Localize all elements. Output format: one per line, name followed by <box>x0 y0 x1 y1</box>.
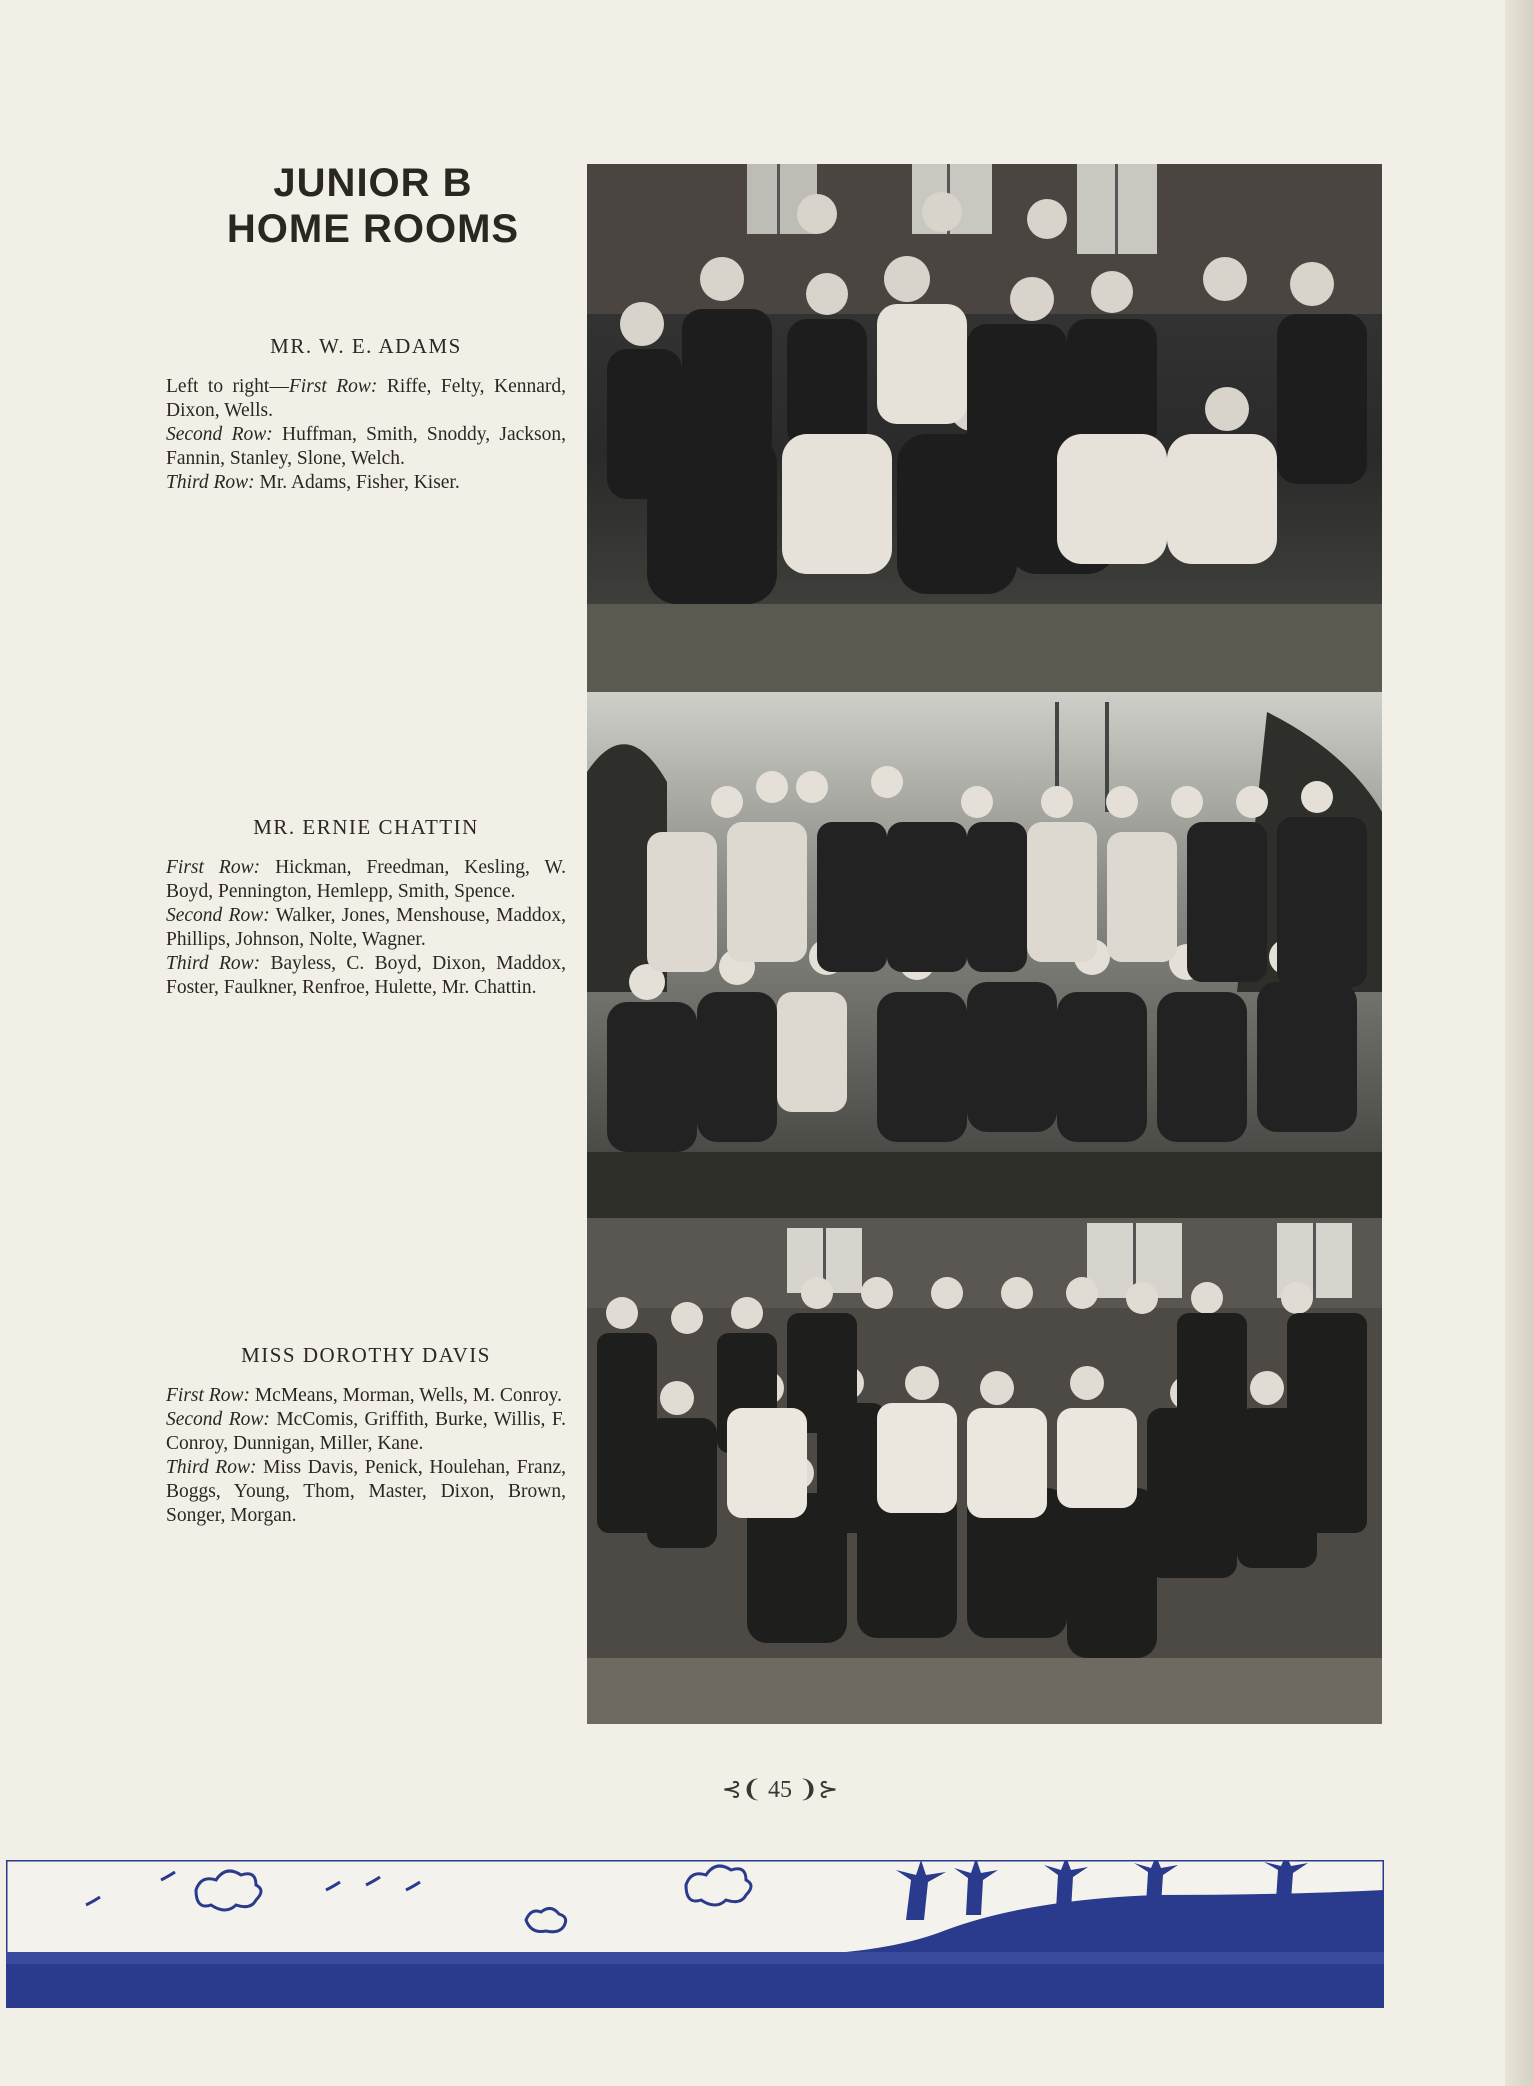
names-block <box>166 375 566 495</box>
row-label: Second Row: <box>166 1409 270 1430</box>
page-title <box>168 160 578 252</box>
page-number <box>700 1775 860 1804</box>
row-second <box>166 1408 566 1456</box>
row-names: Riffe, Felty, Kennard, Dixon, Wells. <box>166 376 566 421</box>
teacher-name: MR. W. E. ADAMS <box>270 334 462 358</box>
row-label: First Row: <box>288 376 378 397</box>
row-label: Third Row: <box>166 953 261 974</box>
page-number-text: 45 <box>768 1777 792 1803</box>
row-first <box>166 1384 566 1408</box>
row-second <box>166 423 566 471</box>
row-prefix: Left to right— <box>166 376 289 397</box>
row-names: Walker, Jones, Menshouse, Maddox, Phillips, Johnson, Nolte, Wagner. <box>166 905 566 950</box>
row-label: Second Row: <box>166 905 270 926</box>
row-second <box>166 904 566 952</box>
row-label: Third Row: <box>166 472 255 493</box>
ornament-right-icon: ❩⊱ <box>792 1777 839 1803</box>
row-label: Third Row: <box>166 1457 257 1478</box>
row-names: McComis, Griffith, Burke, Willis, F. Conroy, Dunnigan, Miller, Kane. <box>166 1409 566 1454</box>
row-third <box>166 952 566 1000</box>
names-block <box>166 856 566 1000</box>
group-photo-image <box>587 164 1382 692</box>
group-photo-image <box>587 692 1382 1218</box>
footer-illustration <box>6 1860 1384 2008</box>
caption-chattin <box>166 815 566 1000</box>
page-edge <box>1505 0 1533 2086</box>
row-names: Miss Davis, Penick, Houlehan, Franz, Boggs, Young, Thom, Master, Dixon, Brown, Songer, Morgan. <box>166 1457 566 1526</box>
row-label: First Row: <box>166 1385 250 1406</box>
row-names: Hickman, Freedman, Kesling, W. Boyd, Pennington, Hemlepp, Smith, Spence. <box>166 857 566 902</box>
teacher-name: MR. ERNIE CHATTIN <box>253 815 479 839</box>
row-names: Huffman, Smith, Snoddy, Jackson, Fannin, Stanley, Slone, Welch. <box>166 424 566 469</box>
photo-chattin-homeroom <box>587 692 1382 1218</box>
row-first <box>166 856 566 904</box>
title-line-1: JUNIOR B <box>273 161 473 205</box>
row-third <box>166 471 566 495</box>
photo-davis-homeroom <box>587 1218 1382 1724</box>
row-names: Bayless, C. Boyd, Dixon, Maddox, Foster, Faulkner, Renfroe, Hulette, Mr. Chattin. <box>166 953 566 998</box>
ornament-left-icon: ⊰❨ <box>721 1777 768 1803</box>
row-names: Mr. Adams, Fisher, Kiser. <box>254 472 460 493</box>
photo-adams-homeroom <box>587 164 1382 692</box>
names-block <box>166 1384 566 1528</box>
row-label: First Row: <box>166 857 261 878</box>
row-names: McMeans, Morman, Wells, M. Conroy. <box>249 1385 562 1406</box>
title-line-2: HOME ROOMS <box>226 207 520 251</box>
footer-landscape-image <box>6 1860 1384 2008</box>
row-third <box>166 1456 566 1528</box>
teacher-name: MISS DOROTHY DAVIS <box>241 1343 491 1367</box>
caption-adams <box>166 334 566 495</box>
caption-davis <box>166 1343 566 1528</box>
row-first <box>166 375 566 423</box>
group-photo-image <box>587 1218 1382 1724</box>
row-label: Second Row: <box>166 424 273 445</box>
